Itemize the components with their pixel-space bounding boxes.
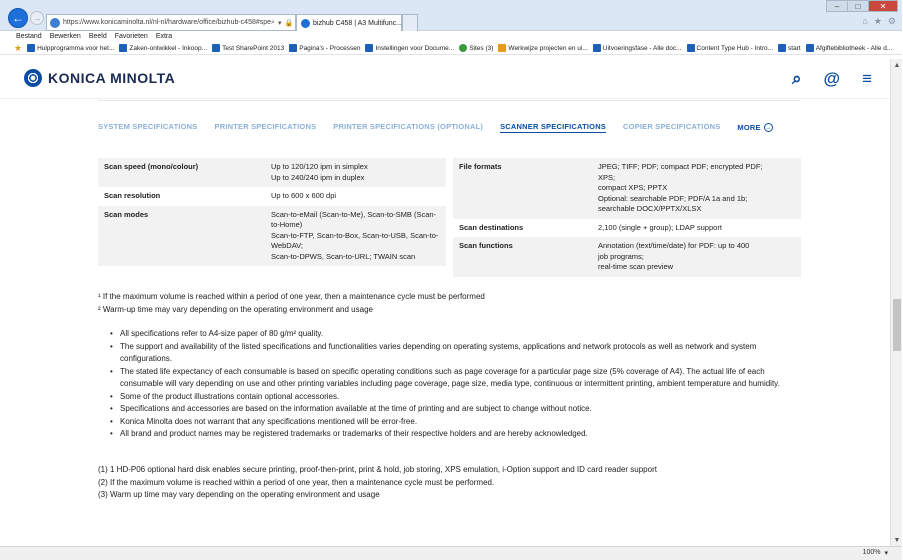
more-label: MORE (737, 123, 761, 132)
favorite-link[interactable] (593, 44, 682, 52)
favorite-link[interactable] (806, 44, 893, 52)
browser-titlebar (0, 0, 902, 31)
tab-title: bizhub C458 | A3 Multifunc... (313, 19, 402, 27)
spec-label: Scan destinations (459, 222, 524, 232)
spec-row (453, 219, 801, 238)
tab-printer-specifications[interactable]: PRINTER SPECIFICATIONS (214, 122, 317, 131)
spec-value: 2,100 (single + group); LDAP support (598, 222, 722, 232)
spec-row (98, 158, 446, 187)
tab-scanner-specifications[interactable]: SCANNER SPECIFICATIONS (500, 122, 607, 131)
spec-row (453, 237, 801, 277)
disclaimer-item: • Some of the product illustrations contain optional accessories. (110, 391, 800, 404)
zoom-level[interactable]: 100% (862, 549, 881, 556)
sharepoint-icon (365, 44, 373, 52)
notes (98, 464, 657, 502)
spec-tabs (98, 122, 773, 133)
favorite-link[interactable] (212, 44, 284, 52)
browser-toolbar-icons (862, 16, 896, 27)
back-button[interactable] (8, 8, 28, 28)
favorites-star-icon[interactable]: ★ (873, 16, 882, 26)
spec-label: Scan functions (453, 237, 592, 277)
favorites-bar (0, 42, 902, 55)
tab-system-specifications[interactable]: SYSTEM SPECIFICATIONS (98, 122, 198, 131)
favorite-label: Sites (3) (469, 44, 494, 52)
spec-label: Scan speed (mono/colour) (98, 158, 265, 187)
more-tabs-button[interactable] (737, 122, 772, 133)
disclaimer-item: • Specifications and accessories are based on the information available at the time of printing and are subject to change without notice. (110, 403, 800, 416)
dropdown-icon[interactable]: ▾ (277, 19, 282, 27)
menu-bar (0, 31, 902, 42)
sharepoint-icon (687, 44, 695, 52)
sharepoint-icon (593, 44, 601, 52)
favorite-label: Hulpprogramma voor het... (37, 44, 115, 52)
new-tab-button[interactable] (402, 14, 418, 31)
favorite-link[interactable] (498, 44, 587, 52)
favorite-link[interactable] (778, 44, 801, 52)
page-favicon-icon (50, 18, 60, 28)
menu-item-beeld[interactable]: Beeld (88, 33, 107, 40)
spec-label: Scan modes (98, 206, 265, 267)
spec-row (98, 187, 446, 206)
folder-icon (498, 44, 506, 52)
favorite-link[interactable] (459, 44, 493, 52)
spec-label: File formats (453, 158, 592, 219)
favorite-link[interactable] (687, 44, 773, 52)
favorite-link[interactable] (289, 44, 360, 52)
section-divider (98, 96, 800, 101)
favorite-label: Werkwijze projecten en ui... (508, 44, 588, 52)
forward-button[interactable] (30, 11, 44, 25)
sharepoint-icon (806, 44, 814, 52)
disclaimer-item: • The support and availability of the listed specifications and functionalities varies depending on operating systems, applications and network protocols as well as network and system configurations. (110, 341, 800, 366)
spec-row (98, 206, 446, 267)
contact-at-icon[interactable]: @ (823, 69, 841, 88)
favorite-link[interactable] (27, 44, 114, 52)
spec-value: Up to 120/120 ipm in simplex Up to 240/240 ipm in duplex (265, 158, 446, 187)
sharepoint-icon (778, 44, 786, 52)
spec-value: Up to 600 x 600 dpi (271, 191, 337, 200)
tab-favicon-icon (301, 19, 310, 28)
favorite-label: Uitvoeringsfase - Alle doc... (602, 44, 682, 52)
note-3: (3) Warm up time may vary depending on the operating environment and usage (98, 490, 380, 499)
home-icon[interactable]: ⌂ (862, 16, 868, 26)
menu-item-favorieten[interactable]: Favorieten (114, 33, 148, 40)
maximize-button[interactable]: □ (847, 0, 869, 12)
konica-minolta-logo[interactable] (24, 69, 175, 87)
scanner-spec-table-right (453, 158, 801, 277)
disclaimer-list (110, 328, 800, 441)
address-url[interactable]: https://www.konicaminolta.nl/nl-nl/hardware/office/bizhub-c458#spe (63, 19, 272, 26)
favorite-label: Instellingen voor Docume... (375, 44, 455, 52)
sharepoint-icon (119, 44, 127, 52)
arrow-right-icon: → (32, 13, 42, 23)
disclaimer-item: • All specifications refer to A4-size paper of 80 g/m² quality. (110, 328, 800, 341)
favorite-link[interactable] (365, 44, 454, 52)
favorite-label: Zaken-ontwikkel - Inkoop... (129, 44, 208, 52)
arrow-left-icon: ← (12, 11, 24, 25)
footnotes (98, 291, 485, 316)
search-icon[interactable]: ⌕ (791, 69, 802, 88)
sharepoint-icon (212, 44, 220, 52)
settings-gear-icon[interactable]: ⚙ (887, 16, 896, 26)
scroll-up-icon[interactable]: ▲ (893, 61, 901, 69)
logo-text: KONICA MINOLTA (48, 70, 176, 86)
sharepoint-icon (27, 44, 35, 52)
globe-icon (459, 44, 467, 52)
favorite-label: Pagina's - Processen (299, 44, 361, 52)
footnote-1: ¹ If the maximum volume is reached within a period of one year, then a maintenance cycle must be performed (98, 292, 485, 301)
spec-label: Scan resolution (104, 191, 161, 200)
scanner-spec-table-left (98, 158, 446, 266)
header-actions (792, 69, 872, 89)
note-1: (1) 1 HD-P06 optional hard disk enables secure printing, proof-then-print, print & hold, job storing, XPS emulation, i-Option support and ID card reader support (98, 465, 657, 474)
disclaimer-item: • Konica Minolta does not warrant that any specifications mentioned will be error-free. (110, 416, 800, 429)
menu-item-extra[interactable]: Extra (155, 33, 173, 40)
address-bar[interactable] (46, 14, 296, 31)
favorite-link[interactable] (119, 44, 207, 52)
browser-tab-active[interactable] (296, 14, 402, 31)
footnote-2: ² Warm-up time may vary depending on the operating environment and usage (98, 304, 373, 314)
favorite-label: Afgiftebibliotheek - Alle d... (815, 44, 893, 52)
disclaimer-item: • The stated life expectancy of each consumable is based on specific operating conditions such as page coverage for a particular page size (5% coverage of A4). The actual life of each consumable will vary depending on use and other printing variables including page coverage, page size, media type, continuous or intermittent printing, ambient temperature and humidity. (110, 366, 800, 391)
status-bar (0, 546, 902, 560)
search-icon[interactable]: ⌕ (271, 18, 275, 26)
minimize-button[interactable]: – (826, 0, 848, 12)
spec-value: Annotation (text/time/date) for PDF: up to 400 job programs; real-time scan preview (592, 237, 801, 277)
zoom-dropdown-icon[interactable]: ▾ (884, 550, 888, 557)
scrollbar-thumb[interactable] (893, 299, 901, 351)
site-header (0, 59, 890, 99)
vertical-scrollbar[interactable] (890, 59, 902, 546)
globe-logo-icon (24, 69, 42, 87)
menu-item-bewerken[interactable]: Bewerken (49, 33, 81, 40)
favorite-label: Content Type Hub - Intro... (696, 44, 774, 52)
close-window-button[interactable]: ✕ (868, 0, 898, 12)
spec-value: Scan-to-eMail (Scan-to-Me), Scan-to-SMB (Scan- to-Home) Scan-to-FTP, Scan-to-Box, Scan-to-USB, Scan-to- WebDAV; Scan-to-DPWS, Scan-to-URL; TWAIN scan (265, 206, 446, 267)
menu-item-bestand[interactable]: Bestand (16, 33, 42, 40)
scroll-down-icon[interactable]: ▼ (893, 536, 901, 544)
add-favorite-star-icon[interactable]: ★ (14, 42, 23, 53)
favorite-label: Test SharePoint 2013 (222, 44, 285, 52)
arrow-circle-icon: → (765, 124, 772, 131)
note-2: (2) If the maximum volume is reached within a period of one year, then a maintenance cycle must be performed. (98, 477, 495, 487)
sharepoint-icon (289, 44, 297, 52)
spec-value: JPEG; TIFF; PDF; compact PDF; encrypted PDF; XPS; compact XPS; PPTX Optional: searchable PDF; PDF/A 1a and 1b; searchable DOCX/PPTX/XLSX (592, 158, 801, 219)
zoom-control[interactable] (863, 549, 888, 557)
lock-icon[interactable]: 🔒 (284, 19, 294, 27)
tab-printer-specifications-optional[interactable]: PRINTER SPECIFICATIONS (OPTIONAL) (333, 122, 484, 131)
spec-row (453, 158, 801, 219)
hamburger-menu-icon[interactable]: ≡ (862, 69, 872, 88)
tab-copier-specifications[interactable]: COPIER SPECIFICATIONS (623, 122, 721, 131)
favorite-label: start (788, 44, 801, 52)
window-controls (827, 0, 898, 12)
disclaimer-item: • All brand and product names may be registered trademarks or trademarks of their respective holders and are hereby acknowledged. (110, 428, 800, 441)
